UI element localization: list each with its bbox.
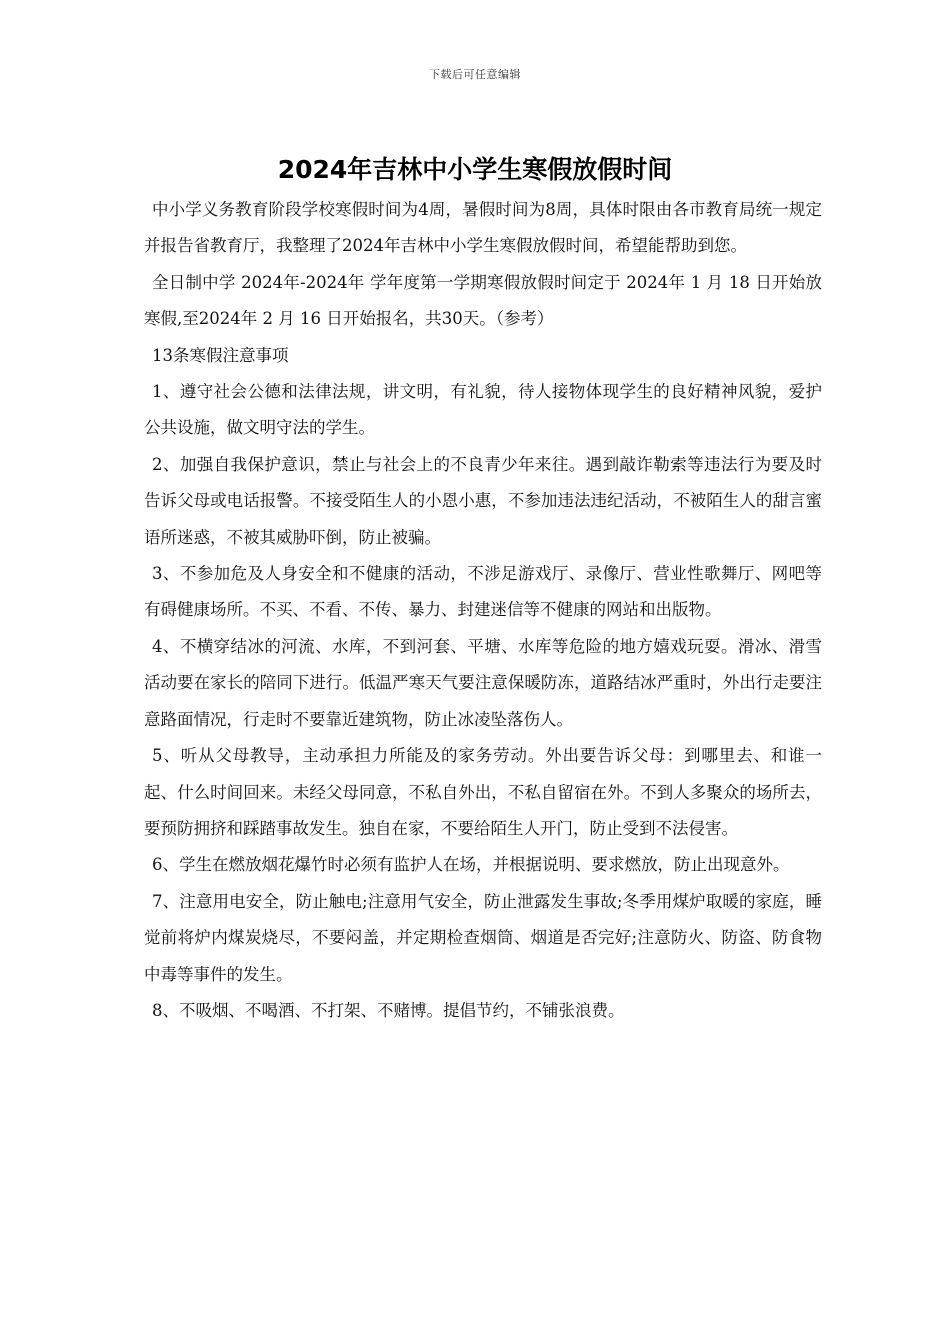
note-item-6: 6、学生在燃放烟花爆竹时必须有监护人在场，并根据说明、要求燃放，防止出现意外。 — [152, 855, 790, 875]
note-item-3: 3、不参加危及人身安全和不健康的活动，不涉足游戏厅、录像厅、营业性歌舞厅、网吧等有碍健康场所。不买、不看、不传、暴力、封建迷信等不健康的网站和出版物。 — [144, 564, 822, 620]
note-item-8: 8、不吸烟、不喝酒、不打架、不赌博。提倡节约，不铺张浪费。 — [152, 1000, 625, 1020]
note-item-1: 1、遵守社会公德和法律法规，讲文明，有礼貌，待人接物体现学生的良好精神风貌，爱护公共设施，做文明守法的学生。 — [144, 382, 822, 438]
intro-paragraph: 中小学义务教育阶段学校寒假时间为4周，暑假时间为8周，具体时限由各市教育局统一规定并报告省教育厅，我整理了2024年吉林中小学生寒假放假时间，希望能帮助到您。 — [144, 200, 822, 256]
header-note: 下载后可任意编辑 — [429, 68, 521, 81]
page-title: 2024年吉林中小学生寒假放假时间 — [277, 155, 673, 184]
note-item-2: 2、加强自我保护意识，禁止与社会上的不良青少年来往。遇到敲诈勒索等违法行为要及时告诉父母或电话报警。不接受陌生人的小恩小惠，不参加违法违纪活动，不被陌生人的甜言蜜语所迷惑，不被其威胁吓倒，防止被骗。 — [144, 454, 822, 547]
document-body — [144, 192, 822, 1029]
schedule-paragraph: 全日制中学 2024年-2024年 学年度第一学期寒假放假时间定于 2024年 1 月 18 日开始放寒假,至2024年 2 月 16 日开始报名，共30天。（参考） — [144, 272, 822, 329]
note-item-5: 5、听从父母教导，主动承担力所能及的家务劳动。外出要告诉父母：到哪里去、和谁一起、什么时间回来。未经父母同意，不私自外出，不私自留宿在外。不到人多聚众的场所去，要预防拥挤和踩踏事故发生。独自在家，不要给陌生人开门，防止受到不法侵害。 — [144, 746, 822, 838]
note-item-4: 4、不横穿结冰的河流、水库，不到河套、平塘、水库等危险的地方嬉戏玩耍。滑冰、滑雪活动要在家长的陪同下进行。低温严寒天气要注意保暖防冻，道路结冰严重时，外出行走要注意路面情况，行走时不要靠近建筑物，防止冰凌坠落伤人。 — [144, 636, 822, 729]
note-item-7: 7、注意用电安全，防止触电;注意用气安全，防止泄露发生事故;冬季用煤炉取暖的家庭，睡觉前将炉内煤炭烧尽，不要闷盖，并定期检查烟筒、烟道是否完好;注意防火、防盗、防食物中毒等事件的发生。 — [144, 891, 822, 984]
notes-heading: 13条寒假注意事项 — [152, 345, 289, 365]
